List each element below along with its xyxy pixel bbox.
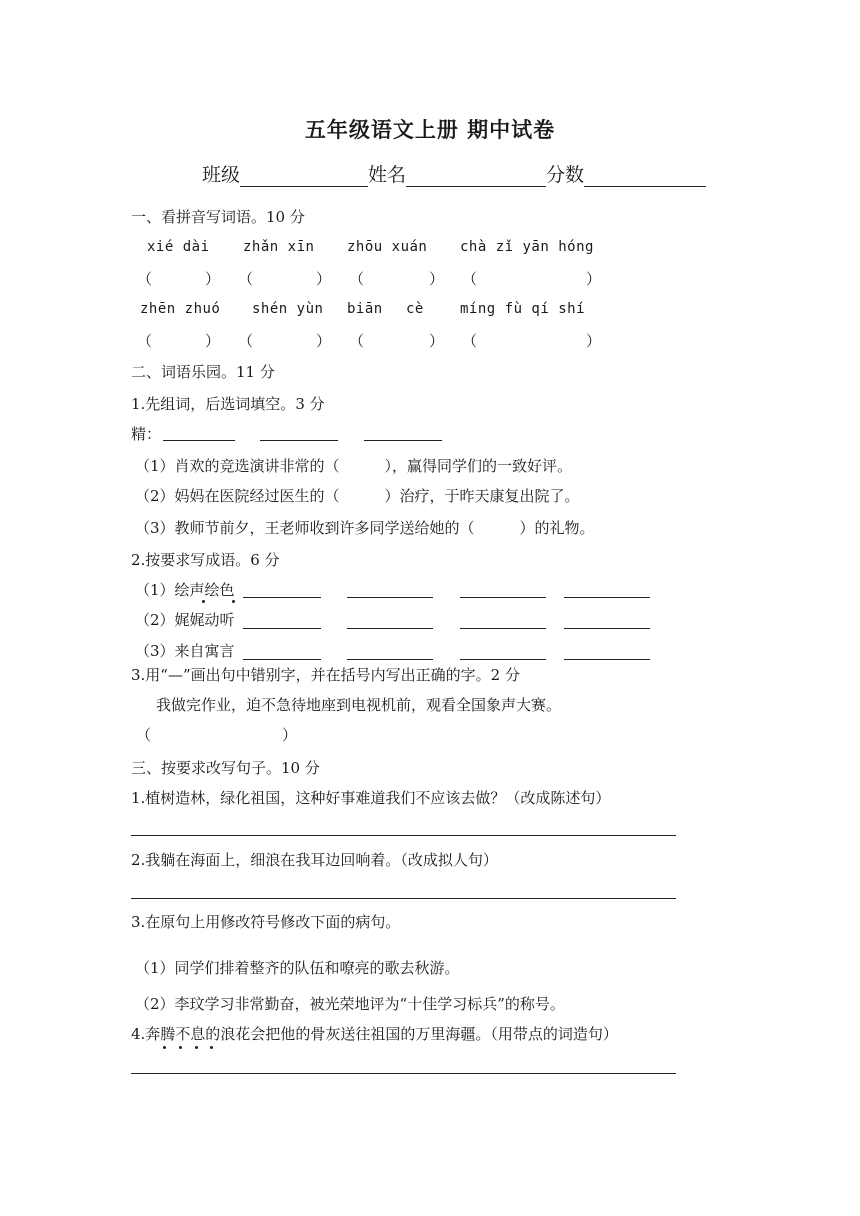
answer-line[interactable] <box>460 597 546 598</box>
rewrite-question: 3.在原句上用修改符号修改下面的病句。 <box>131 913 401 931</box>
section-heading: 三、按要求改写句子。10 分 <box>131 759 320 777</box>
class-label: 班级 <box>202 164 241 186</box>
answer-line[interactable] <box>243 597 321 598</box>
pinyin: zhēn zhuó <box>140 301 221 317</box>
header-fields <box>202 160 706 187</box>
answer-line[interactable] <box>564 659 650 660</box>
section-heading: 一、看拼音写词语。10 分 <box>131 208 305 226</box>
answer-line[interactable] <box>163 440 235 441</box>
rewrite-question: 2.我躺在海面上，细浪在我耳边回响着。（改成拟人句） <box>131 851 498 869</box>
pinyin: chà zǐ yān hóng <box>460 239 594 255</box>
answer-paren-close: ） <box>205 332 221 350</box>
section-heading: 二、词语乐园。11 分 <box>131 363 275 381</box>
answer-paren-close: ） <box>586 270 602 288</box>
answer-paren-close: ） <box>316 270 332 288</box>
page-title: 五年级语文上册 期中试卷 <box>304 117 556 142</box>
answer-line[interactable] <box>131 898 676 899</box>
answer-paren-close: ） <box>316 332 332 350</box>
fill-sentence: （2）妈妈在医院经过医生的（ ）治疗，于昨天康复出院了。 <box>135 487 580 505</box>
answer-paren-open: （ <box>349 270 365 288</box>
answer-paren-open: （ <box>238 270 254 288</box>
answer-line[interactable] <box>460 628 546 629</box>
rewrite-question: 4.奔腾不息的浪花会把他的骨灰送往祖国的万里海疆。（用带点的词造句） <box>131 1025 618 1043</box>
answer-line[interactable] <box>243 628 321 629</box>
char-label: 精： <box>131 425 162 443</box>
class-blank[interactable] <box>240 166 368 187</box>
answer-paren-close: ） <box>429 332 445 350</box>
emphasis-dot <box>210 1046 213 1049</box>
answer-line[interactable] <box>131 835 676 836</box>
pinyin: míng fù qí shí <box>460 301 586 317</box>
answer-paren-open: （ <box>136 726 152 744</box>
answer-line[interactable] <box>260 440 338 441</box>
answer-line[interactable] <box>347 628 433 629</box>
emphasis-dot <box>195 1046 198 1049</box>
answer-line[interactable] <box>460 659 546 660</box>
answer-paren-open: （ <box>462 270 478 288</box>
answer-paren-close: ） <box>429 270 445 288</box>
answer-line[interactable] <box>364 440 442 441</box>
answer-line[interactable] <box>347 659 433 660</box>
name-label: 姓名 <box>368 164 407 186</box>
answer-paren-open: （ <box>137 270 153 288</box>
typo-sentence: 我做完作业，迫不急待地座到电视机前，观看全国象声大赛。 <box>156 696 562 714</box>
pinyin: shén yùn <box>252 301 324 317</box>
answer-line[interactable] <box>564 597 650 598</box>
answer-line[interactable] <box>131 1073 676 1074</box>
faulty-sentence: （2）李玟学习非常勤奋，被光荣地评为“十佳学习标兵”的称号。 <box>135 995 565 1013</box>
question-prompt: 1.先组词，后选词填空。3 分 <box>131 395 325 413</box>
idiom-item: （3）来自寓言 <box>135 642 235 660</box>
score-label: 分数 <box>546 164 585 186</box>
name-blank[interactable] <box>406 166 546 187</box>
question-prompt: 2.按要求写成语。6 分 <box>131 551 280 569</box>
pinyin: biān <box>347 301 383 317</box>
pinyin: xié dài <box>147 239 210 255</box>
answer-paren-open: （ <box>137 332 153 350</box>
emphasis-dot <box>232 600 235 603</box>
score-blank[interactable] <box>584 166 706 187</box>
answer-line[interactable] <box>564 628 650 629</box>
answer-paren-close: ） <box>586 332 602 350</box>
idiom-item: （2）娓娓动听 <box>135 611 235 629</box>
fill-sentence: （1）肖欢的竞选演讲非常的（ ），赢得同学们的一致好评。 <box>135 457 573 475</box>
answer-paren-open: （ <box>349 332 365 350</box>
emphasis-dot <box>202 600 205 603</box>
fill-sentence: （3）教师节前夕，王老师收到许多同学送给她的（ ）的礼物。 <box>135 519 595 537</box>
answer-paren-close: ） <box>205 270 221 288</box>
emphasis-dot <box>163 1046 166 1049</box>
rewrite-question: 1.植树造林，绿化祖国，这种好事难道我们不应该去做？（改成陈述句） <box>131 789 611 807</box>
pinyin: cè <box>406 301 424 317</box>
pinyin: zhōu xuán <box>347 239 428 255</box>
answer-paren-open: （ <box>462 332 478 350</box>
emphasis-dot <box>179 1046 182 1049</box>
question-prompt: 3.用“—”画出句中错别字，并在括号内写出正确的字。2 分 <box>131 666 520 684</box>
answer-line[interactable] <box>243 659 321 660</box>
faulty-sentence: （1）同学们排着整齐的队伍和嘹亮的歌去秋游。 <box>135 959 460 977</box>
idiom-item: （1）绘声绘色 <box>135 581 235 599</box>
pinyin: zhǎn xīn <box>243 239 315 255</box>
answer-paren-close: ） <box>282 726 298 744</box>
answer-paren-open: （ <box>238 332 254 350</box>
answer-line[interactable] <box>347 597 433 598</box>
